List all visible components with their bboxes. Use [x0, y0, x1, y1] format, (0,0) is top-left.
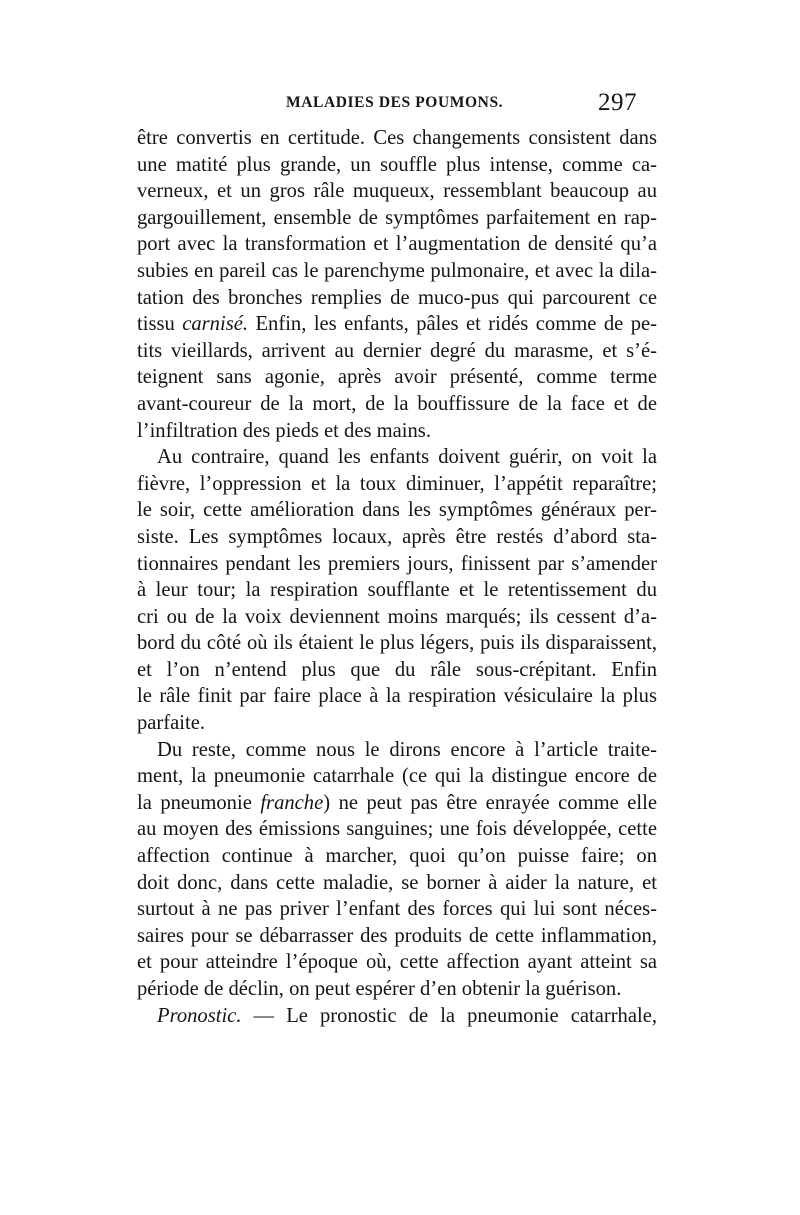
text-line: [137, 790, 657, 817]
text-line: [137, 311, 657, 338]
text-line: surtout à ne pas priver l’enfant des forces qui lui sont néces-: [137, 898, 657, 921]
text-line: subies en pareil cas le parenchyme pulmonaire, et avec la dila-: [137, 259, 657, 282]
text-line: tits vieillards, arrivent au dernier degré du marasme, et s’é-: [137, 339, 657, 362]
section-label-pronostic: Pronostic.: [157, 1004, 242, 1027]
text-line: parfaite.: [137, 712, 206, 735]
text-fragment: Enfin, les enfants, pâles et ridés comme de pe-: [255, 313, 657, 336]
text-line: teignent sans agonie, après avoir présenté, comme terme: [137, 366, 657, 389]
text-line: une matité plus grande, un souffle plus intense, comme ca-: [137, 153, 657, 176]
text-line: port avec la transformation et l’augmentation de densité qu’a: [137, 233, 657, 256]
text-line: fièvre, l’oppression et la toux diminuer, l’appétit reparaître;: [137, 472, 657, 495]
text-line: siste. Les symptômes locaux, après être restés d’abord sta-: [137, 525, 657, 548]
text-line: période de déclin, on peut espérer d’en obtenir la guérison.: [137, 978, 622, 1000]
text-line: affection continue à marcher, quoi qu’on puisse faire; on: [137, 845, 657, 868]
text-line: le soir, cette amélioration dans les symptômes généraux per-: [137, 499, 657, 522]
running-head: MALADIES DES POUMONS.: [286, 94, 504, 111]
text-fragment: la pneumonie: [137, 791, 252, 814]
text-line: tation des bronches remplies de muco-pus qui parcourent ce: [137, 286, 657, 309]
text-fragment: — Le pronostic de la pneumonie catarrhale,: [253, 1004, 657, 1027]
text-line: gargouillement, ensemble de symptômes parfaitement en rap-: [137, 206, 657, 229]
text-fragment: tissu: [137, 313, 175, 336]
body-text: [137, 125, 657, 1029]
text-line: ment, la pneumonie catarrhale (ce qui la distingue encore de: [137, 765, 657, 788]
text-line: être convertis en certitude. Ces changements consistent dans: [137, 127, 657, 149]
text-line: le râle finit par faire place à la respiration vésiculaire la plus: [137, 685, 657, 708]
text-line: et pour atteindre l’époque où, cette affection ayant atteint sa: [137, 951, 657, 974]
text-fragment: ) ne peut pas être enrayée comme elle: [323, 791, 657, 814]
italic-term: franche: [260, 791, 324, 814]
text-line: verneux, et un gros râle muqueux, ressemblant beaucoup au: [137, 180, 657, 203]
text-line: avant-coureur de la mort, de la bouffissure de la face et de: [137, 392, 657, 415]
text-line: cri ou de la voix deviennent moins marqués; ils cessent d’a-: [137, 605, 657, 628]
page-number: 297: [598, 89, 637, 116]
text-line: doit donc, dans cette maladie, se borner à aider la nature, et: [137, 871, 657, 894]
italic-term: carnisé.: [182, 313, 249, 336]
section-heading-line: [137, 1003, 657, 1030]
text-line: et l’on n’entend plus que du râle sous-crépitant. Enfin: [137, 658, 657, 681]
text-line: tionnaires pendant les premiers jours, finissent par s’amender: [137, 552, 657, 575]
text-line: à leur tour; la respiration soufflante et le retentissement du: [137, 579, 657, 602]
text-line: l’infiltration des pieds et des mains.: [137, 419, 431, 442]
text-line: Au contraire, quand les enfants doivent guérir, on voit la: [157, 446, 657, 469]
text-line: Du reste, comme nous le dirons encore à l’article traite-: [157, 738, 657, 761]
text-line: saires pour se débarrasser des produits de cette inflammation,: [137, 924, 657, 947]
text-line: au moyen des émissions sanguines; une fois développée, cette: [137, 818, 657, 841]
text-line: bord du côté où ils étaient le plus légers, puis ils disparaissent,: [137, 632, 657, 655]
